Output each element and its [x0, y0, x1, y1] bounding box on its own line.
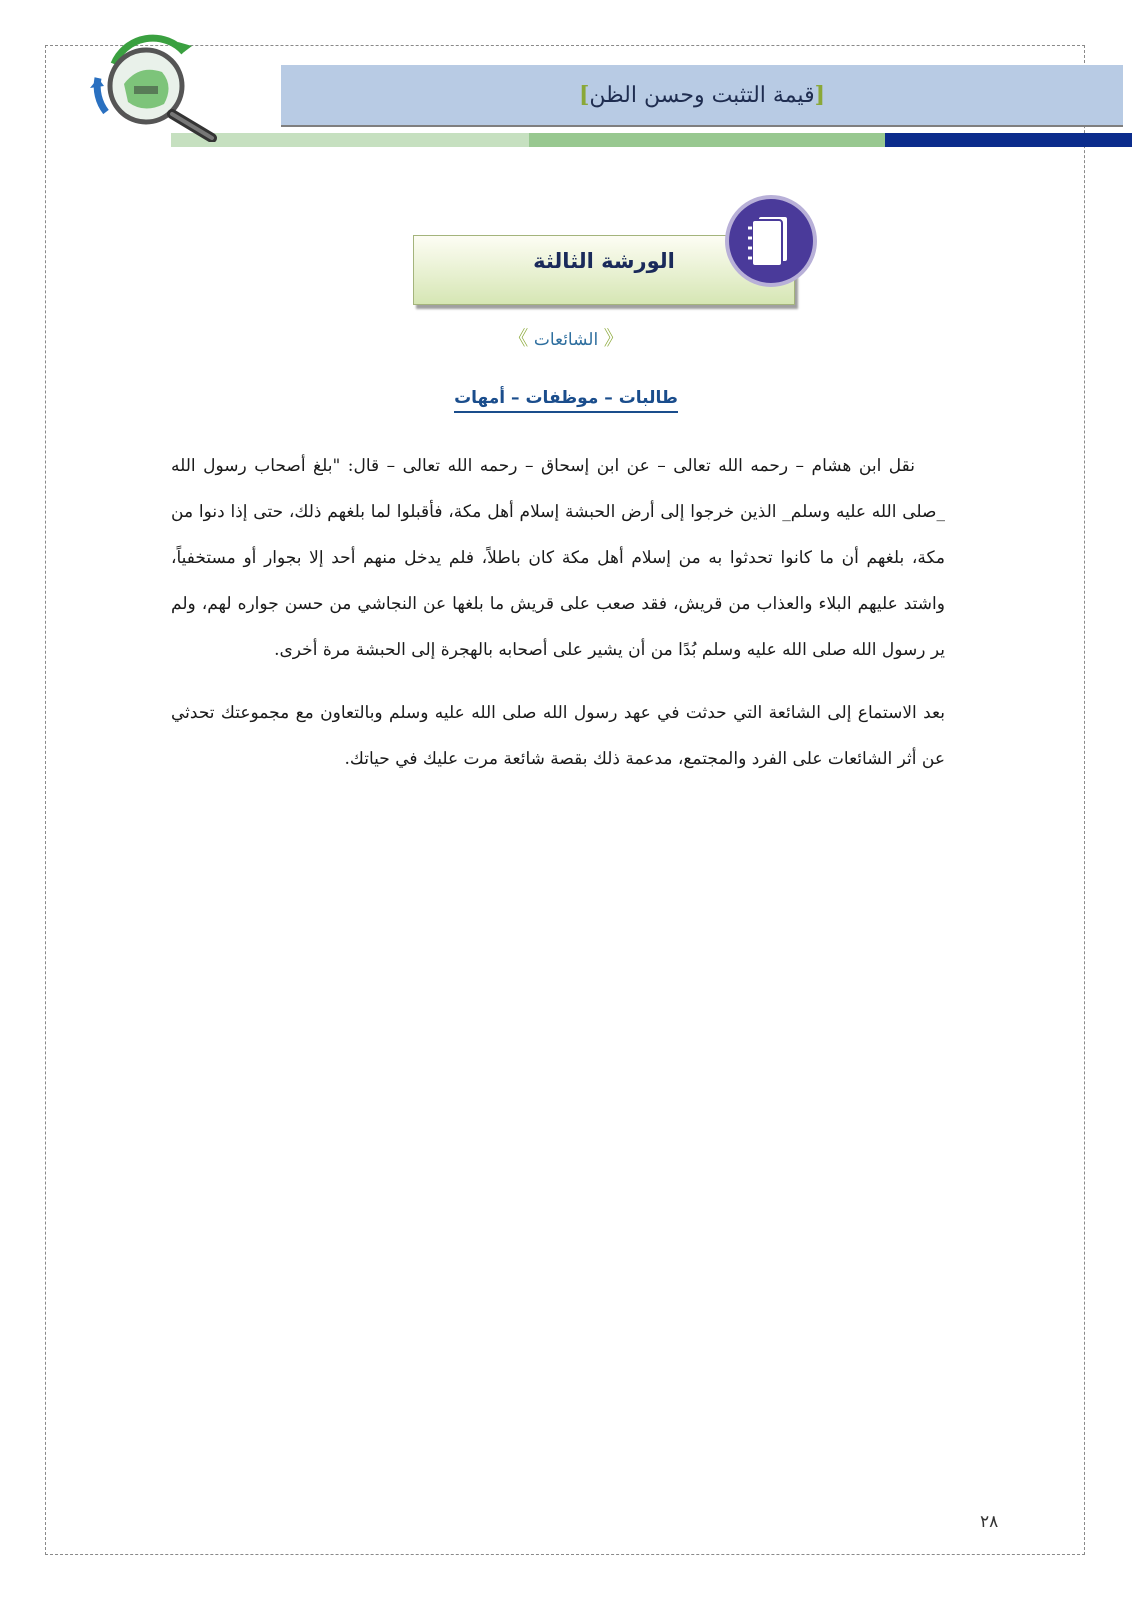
paragraph-story: نقل ابن هشام – رحمه الله تعالى – عن ابن إسحاق – رحمه الله تعالى – قال: "بلغ أصحاب رسول الله _صلى الله عليه وسلم_ الذين خرجوا إلى أرض الحبشة إسلام أهل مكة، فأقبلوا لما بلغهم ذلك، حتى إذا دنوا من مكة، بلغهم أن ما كانوا تحدثوا به من إسلام أهل مكة كان باطلاً، فلم يدخل منهم أحد إلا بجوار أو مستخفياً، واشتد عليهم البلاء والعذاب من قريش، فقد صعب على قريش ما بلغها عن النجاشي من حسن جواره لهم، ولم ير رسول الله صلى الله عليه وسلم بُدًا من أن يشير على أصحابه بالهجرة إلى الحبشة مرة أخرى. — [171, 456, 945, 660]
subtitle-close-mark: 》 — [508, 326, 529, 350]
header-bracket-open: [ — [814, 82, 826, 108]
header-bracket-close: ] — [578, 82, 590, 108]
section-subtitle — [0, 322, 1132, 351]
header-stripe-dark — [885, 133, 1132, 147]
notebook-icon — [724, 194, 818, 288]
subtitle-open-mark: 《 — [603, 326, 624, 350]
magnifier-globe-icon — [84, 34, 226, 142]
paragraph-task: بعد الاستماع إلى الشائعة التي حدثت في عهد رسول الله صلى الله عليه وسلم وبالتعاون مع مجموعتك تحدثي عن أثر الشائعات على الفرد والمجتمع، مدعمة ذلك بقصة شائعة مرت عليك في حياتك. — [171, 703, 945, 769]
audience-text: طالبات – موظفات – أمهات — [454, 388, 678, 413]
header-banner — [281, 65, 1123, 127]
header-title — [281, 65, 1123, 127]
workshop-title: الورشة الثالثة — [533, 249, 675, 273]
audience-line — [0, 388, 1132, 408]
subtitle-text: الشائعات — [533, 330, 599, 350]
header-title-text: قيمة التثبت وحسن الظن — [589, 83, 815, 108]
page-number: ٢٨ — [980, 1512, 999, 1532]
header-stripe-mid — [529, 133, 885, 147]
